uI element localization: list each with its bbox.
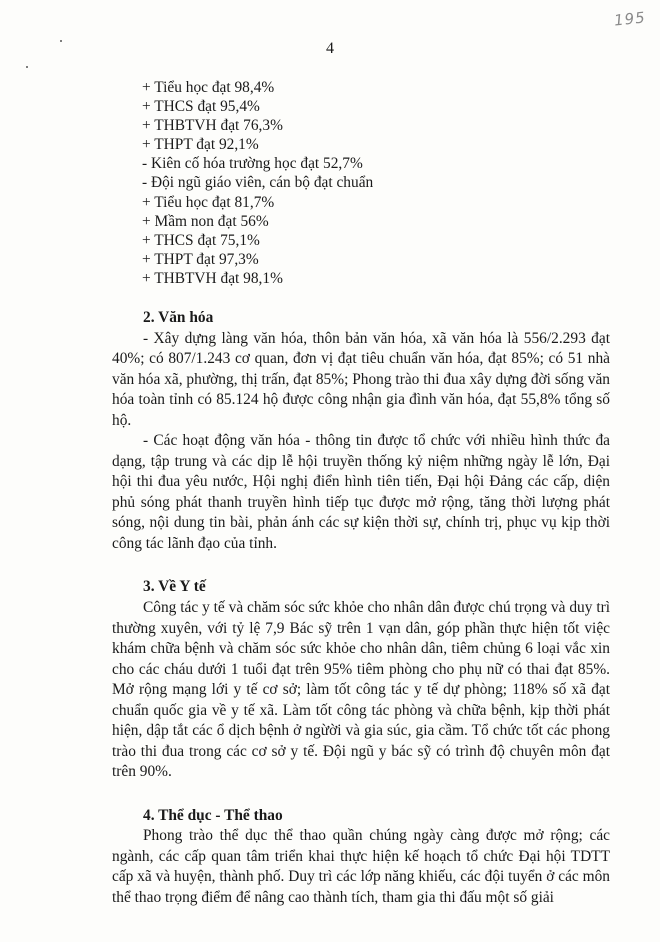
list-item: + THPT đạt 97,3% xyxy=(142,250,259,268)
handwritten-page-mark: 195 xyxy=(613,8,647,30)
list-item: + Tiểu học đạt 98,4% xyxy=(142,79,275,96)
section-culture xyxy=(112,308,610,554)
page-number: 4 xyxy=(326,40,334,57)
paragraph: - Xây dựng làng văn hóa, thôn bản văn hóa, xã văn hóa là 556/2.293 đạt 40%; có 807/1.243 cơ quan, đơn vị đạt tiêu chuẩn văn hóa, đạt 85%; có 51 nhà văn hóa xã, phường, thị trấn, đạt 85%; Phong trào thi đua xây dựng đời sống văn hóa toàn tỉnh có 85.124 hộ được công nhận gia đình văn hóa, đạt 55,8% tổng số hộ. xyxy=(112,329,610,429)
list-item: + THPT đạt 92,1% xyxy=(142,136,259,154)
education-stats-list xyxy=(112,78,610,288)
section-heading: 2. Văn hóa xyxy=(143,309,214,327)
section-heading: 4. Thể dục - Thể thao xyxy=(143,806,283,824)
section-sports xyxy=(112,806,610,909)
section-heading: 3. Về Y tế xyxy=(143,578,206,596)
list-item: + THBTVH đạt 98,1% xyxy=(142,269,283,287)
paragraph: Công tác y tế và chăm sóc sức khỏe cho nhân dân được chú trọng và duy trì thường xuyên, với tỷ lệ 7,9 Bác sỹ trên 1 vạn dân, góp phần thực hiện tốt việc khám chữa bệnh và chăm sóc sức khỏe cho nhân dân, tiêm chủng 6 loại vắc xin cho các cháu dưới 1 tuổi đạt trên 95% tiêm phòng cho phụ nữ có thai đạt 85%. Mở rộng mạng lới y tế cơ sở; làm tốt công tác y tế dự phòng; 118% số xã đạt chuẩn quốc gia về y tế xã. Làm tốt công tác phòng và chữa bệnh, kịp thời phát hiện, dập tắt các ổ dịch bệnh ở ngừời và gia súc, gia cầm. Tổ chức tốt các phong trào thi đua trong các cơ sở y tế. Đội ngũ y bác sỹ có trình độ chuyên môn đạt trên 90%. xyxy=(112,599,610,781)
scan-speck xyxy=(26,66,28,68)
list-item: + Mầm non đạt 56% xyxy=(142,212,269,230)
paragraph: - Các hoạt động văn hóa - thông tin được tổ chức với nhiều hình thức đa dạng, tập trung và các dịp lễ hội truyền thống kỷ niệm những ngày lễ lớn, Đại hội thi đua yêu nước, Hội nghị điển hình tiên tiến, Đại hội Đảng các cấp, diện phủ sóng phát thanh truyền hình tiếp tục được mở rộng, tăng thời lượng phát sóng, nội dung tin bài, phản ánh các sự kiện thời sự, chính trị, phục vụ kịp thời công tác lãnh đạo của tỉnh. xyxy=(112,432,610,552)
scan-speck xyxy=(60,40,62,42)
list-item: + THCS đạt 75,1% xyxy=(142,231,260,249)
paragraph: Phong trào thể dục thể thao quần chúng ngày càng được mở rộng; các ngành, các cấp quan tâm triển khai thực hiện kế hoạch tổ chức Đại hội TDTT cấp xã và huyện, thành phố. Duy trì các lớp năng khiếu, các đội tuyển ở các môn thể thao trọng điểm để nâng cao thành tích, tham gia thi đấu một số giải xyxy=(112,827,610,906)
section-health xyxy=(112,577,610,782)
list-item: - Kiên cố hóa trường học đạt 52,7% xyxy=(142,155,363,173)
list-item: - Đội ngũ giáo viên, cán bộ đạt chuẩn xyxy=(142,174,374,192)
list-item: + Tiểu học đạt 81,7% xyxy=(142,193,275,211)
document-body xyxy=(112,78,610,908)
list-item: + THCS đạt 95,4% xyxy=(142,98,260,116)
list-item: + THBTVH đạt 76,3% xyxy=(142,117,283,135)
